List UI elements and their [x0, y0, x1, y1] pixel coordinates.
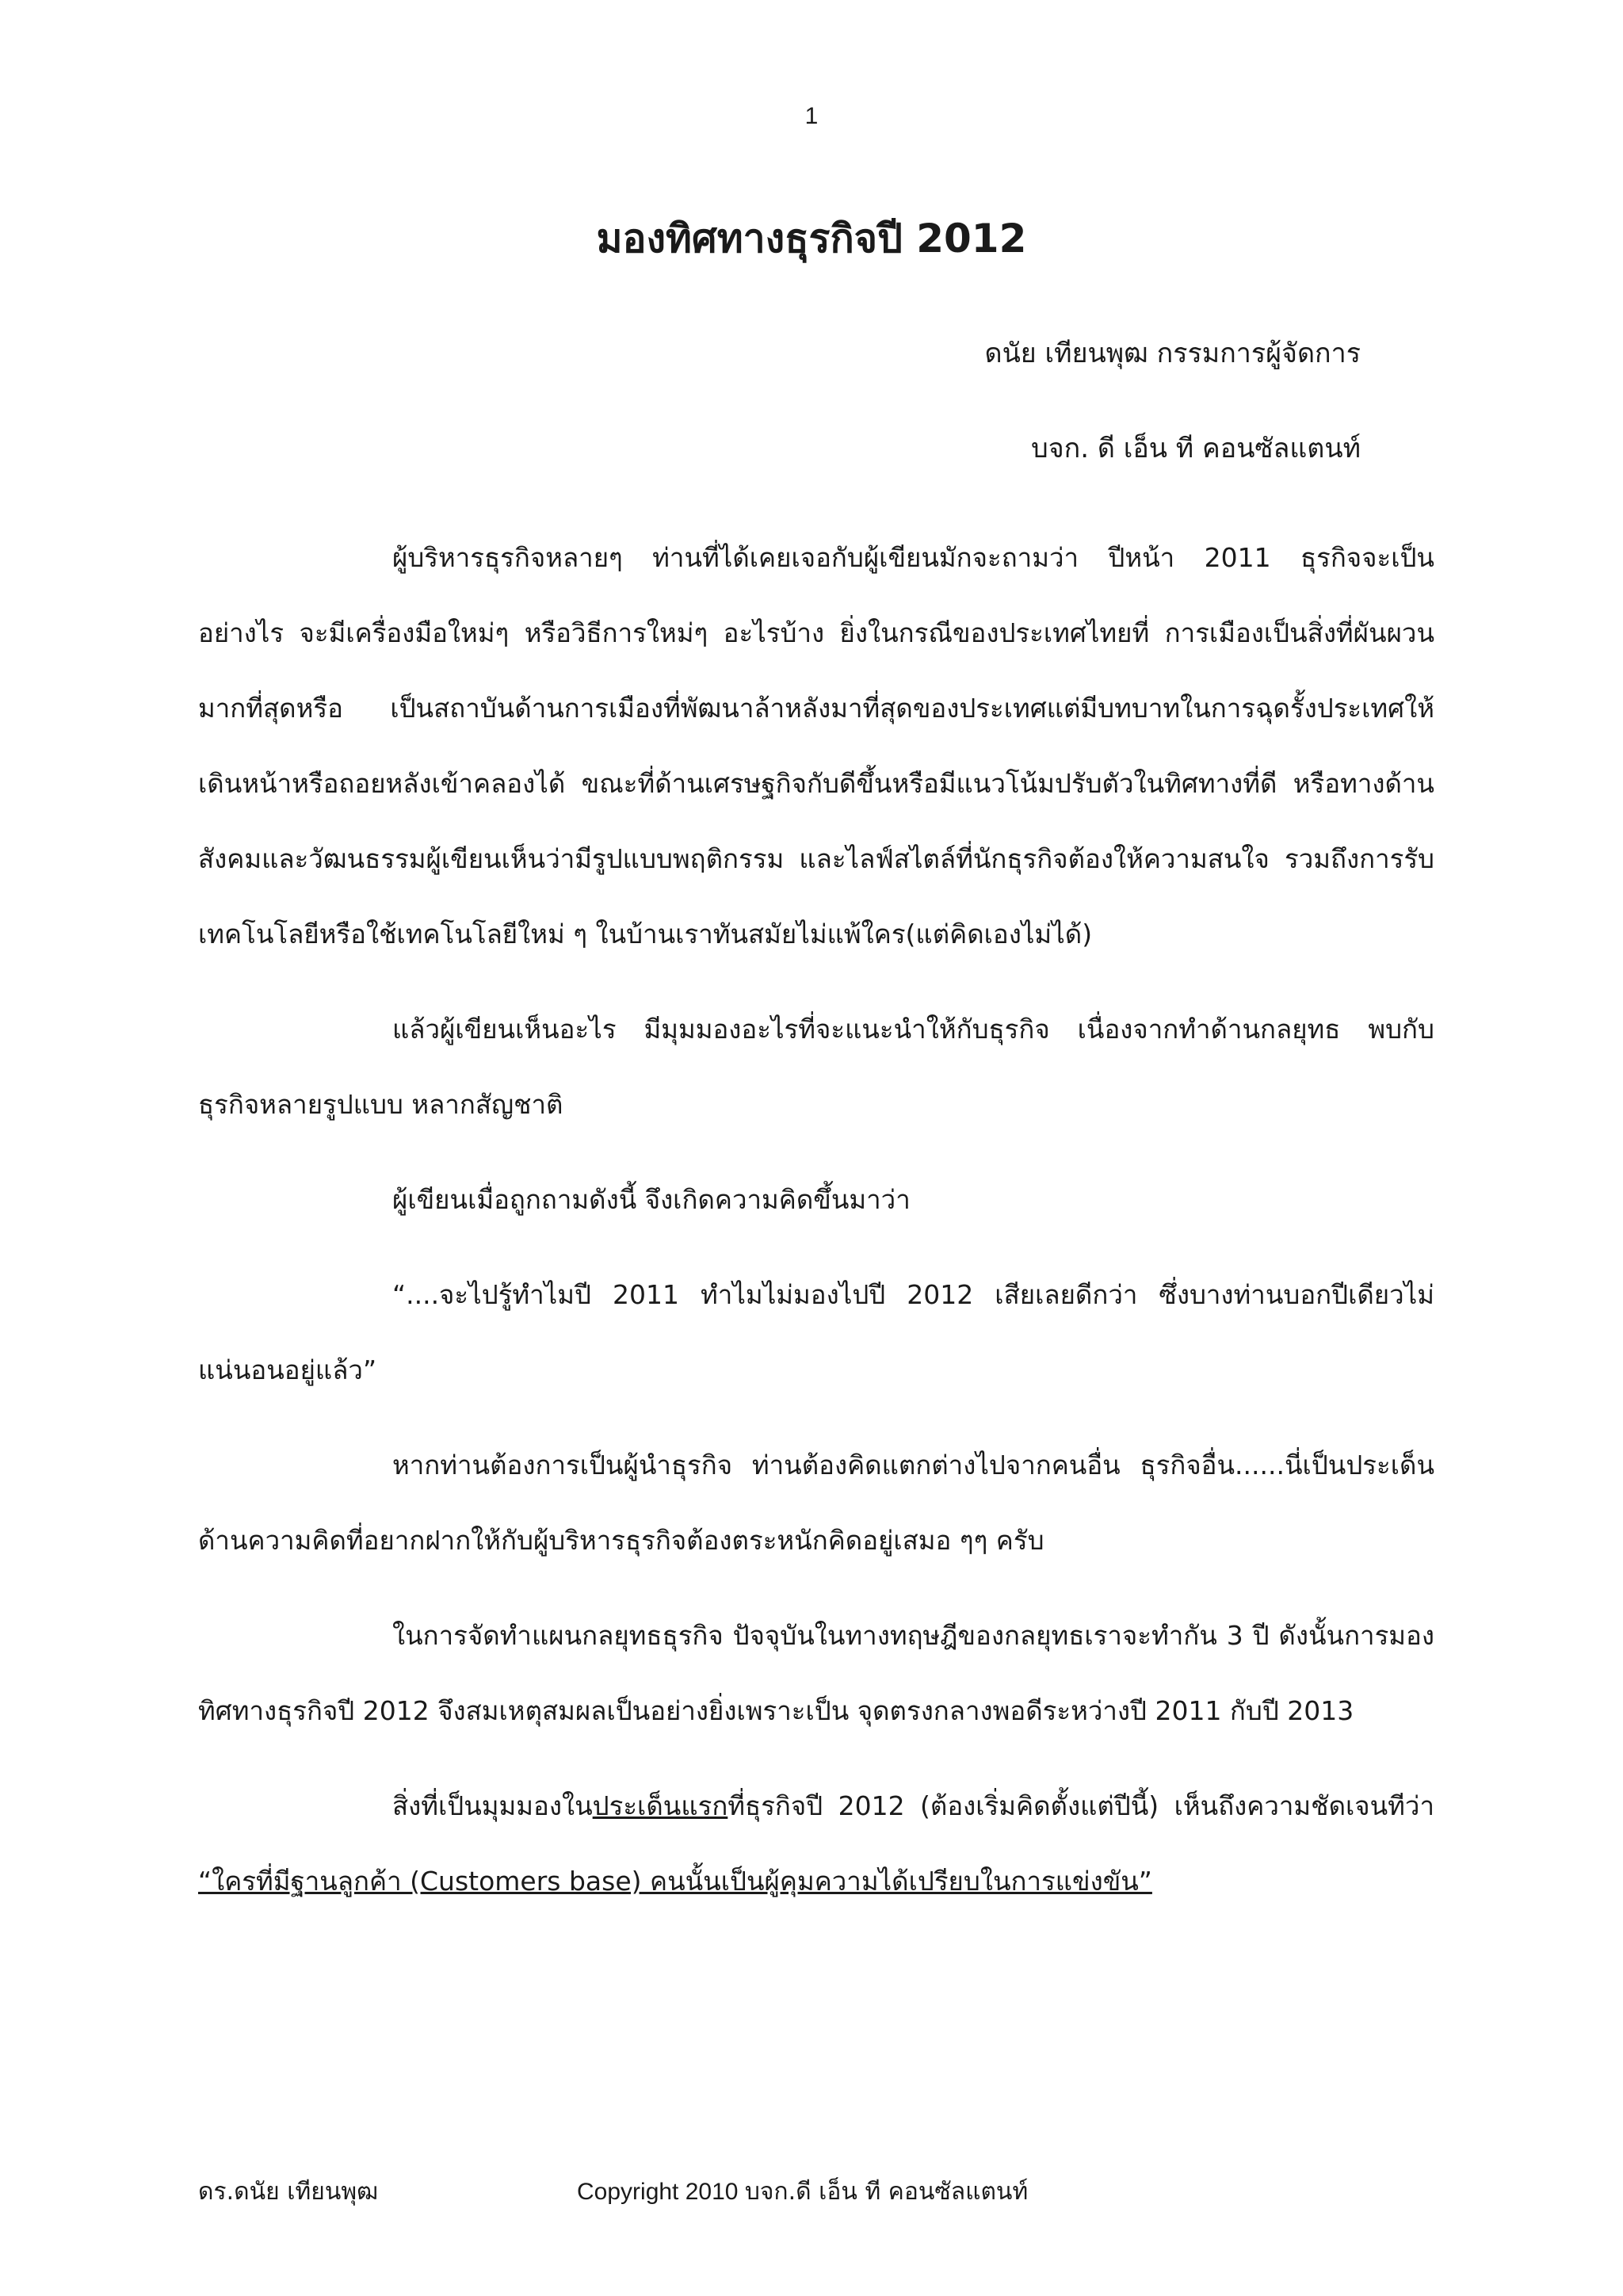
paragraph-strategy: ในการจัดทำแผนกลยุทธธุรกิจ ปัจจุบันในทางทฤษฎีของกลยุทธเราจะทำกัน 3 ปี ดังนั้นการมองทิศทางธุรกิจปี 2012 จึงสมเหตุสมผลเป็นอย่างยิ่งเพราะเป็น จุดตรงกลางพอดีระหว่างปี 2011 กับปี 2013	[198, 1620, 1434, 1726]
paragraph-intro: ผู้บริหารธุรกิจหลายๆ ท่านที่ได้เคยเจอกับผู้เขียนมักจะถามว่า ปีหน้า 2011 ธุรกิจจะเป็นอย่างไร จะมีเครื่องมือใหม่ๆ หรือวิธีการใหม่ๆ อะไรบ้าง ยิ่งในกรณีของประเทศไทยที่ การเมืองเป็นสิ่งที่ผันผวนมากที่สุดหรือ เป็นสถาบันด้านการเมืองที่พัฒนาล้าหลังมาที่สุดของประเทศแต่มีบทบาทในการฉุดรั้งประเทศให้เดินหน้าหรือถอยหลังเข้าคลองได้ ขณะที่ด้านเศรษฐกิจกับดีขึ้นหรือมีแนวโน้มปรับตัวในทิศทางที่ดี หรือทางด้านสังคมและวัฒนธรรมผู้เขียนเห็นว่ามีรูปแบบพฤติกรรม และไลฟ์สไตล์ที่นักธุรกิจต้องให้ความสนใจ รวมถึงการรับเทคโนโลยีหรือใช้เทคโนโลยีใหม่ ๆ ในบ้านเราทันสมัยไม่แพ้ใคร(แต่คิดเองไม่ได้)	[198, 542, 1434, 949]
first-point-text: ที่ธุรกิจปี 2012 (ต้องเริ่มคิดตั้งแต่ปีนี้) เห็นถึงความชัดเจนทีว่า	[727, 1790, 1434, 1821]
page-number: 1	[804, 103, 819, 129]
footer-author: ดร.ดนัย เทียนพุฒ	[198, 2178, 379, 2206]
paragraph-author-view: แล้วผู้เขียนเห็นอะไร มีมุมมองอะไรที่จะแนะนำให้กับธุรกิจ เนื่องจากทำด้านกลยุทธ พบกับธุรกิจหลายรูปแบบ หลากสัญชาติ	[198, 1014, 1434, 1120]
paragraph-question: ผู้เขียนเมื่อถูกถามดังนี้ จึงเกิดความคิดขึ้นมาว่า	[392, 1184, 911, 1215]
first-point-quote: “ใครที่มีฐานลูกค้า (Customers base) คนนั้นเป็นผู้คุมความได้เปรียบในการแข่งขัน”	[198, 1866, 1152, 1897]
footer-copyright	[577, 2173, 1028, 2210]
author-company: บจก. ดี เอ็น ที คอนซัลแตนท์	[1031, 433, 1361, 464]
first-point-emphasis: ประเด็นแรก	[592, 1790, 728, 1821]
author-name: ดนัย เทียนพุฒ กรรมการผู้จัดการ	[984, 338, 1361, 369]
paragraph-leadership: หากท่านต้องการเป็นผู้นำธุรกิจ ท่านต้องคิดแตกต่างไปจากคนอื่น ธุรกิจอื่น......นี่เป็นประเด็นด้านความคิดที่อยากฝากให้กับผู้บริหารธุรกิจต้องตระหนักคิดอยู่เสมอ ๆๆ ครับ	[198, 1450, 1434, 1556]
first-point-lead: สิ่งที่เป็นมุมมองใน	[392, 1790, 593, 1821]
copyright-company: บจก.ดี เอ็น ที คอนซัลแตนท์	[744, 2178, 1029, 2206]
paragraph-first-point	[198, 1768, 1434, 1919]
document-title: มองทิศทางธุรกิจปี 2012	[596, 216, 1027, 262]
article-body	[198, 520, 1434, 1919]
paragraph-quote: “....จะไปรู้ทำไมปี 2011 ทำไมไม่มองไปปี 2012 เสียเลยดีกว่า ซึ่งบางท่านบอกปีเดียวไม่แน่นอนอยู่แล้ว”	[198, 1279, 1434, 1385]
copyright-text: Copyright 2010	[577, 2179, 739, 2205]
